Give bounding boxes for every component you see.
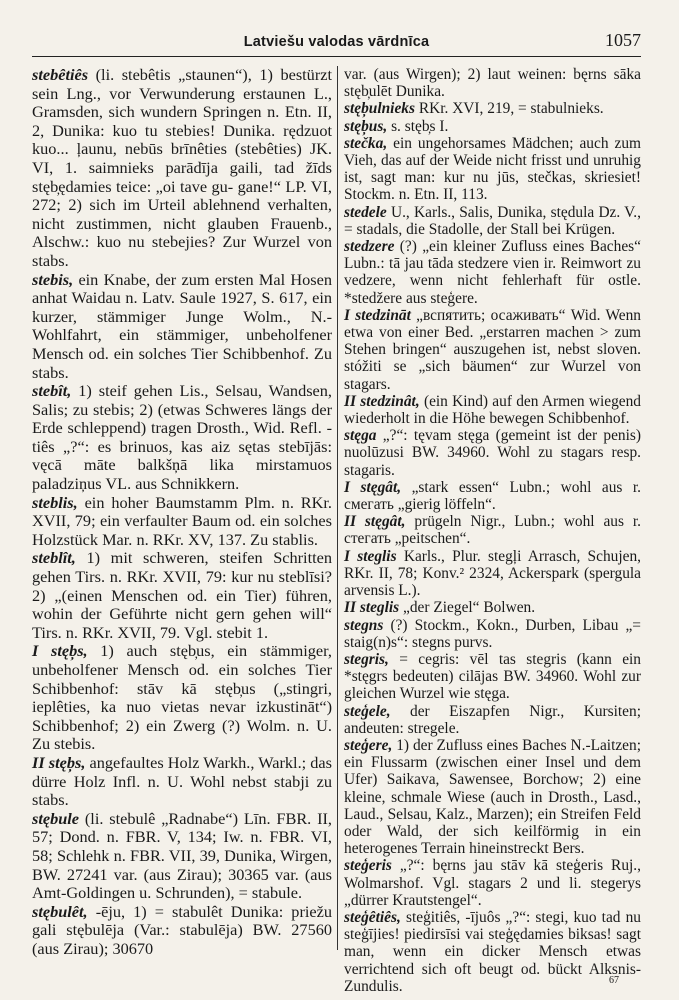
dictionary-entry — [344, 703, 641, 737]
dictionary-entry — [32, 642, 332, 754]
dictionary-entry — [344, 66, 641, 100]
entry-text: var. (aus Wirgen); 2) laut weinen: bęrns sāka stęb̦ulēt Dunika. — [344, 66, 641, 101]
entry-text: (?) Stockm., Kokn., Durben, Libau „= staig(n)s“: stegns purvs. — [344, 616, 641, 651]
signature-mark: 67 — [609, 975, 619, 986]
dictionary-entry — [344, 651, 641, 703]
dictionary-entry — [344, 204, 641, 238]
entry-headword: stęga — [344, 427, 377, 445]
page-number: 1057 — [605, 30, 641, 50]
entry-headword: steģere, — [344, 736, 393, 754]
entry-text: U., Karls., Salis, Dunika, stędula Dz. V., = stadals, die Stadolle, der Stall bei Krügen. — [344, 203, 642, 238]
entry-text: (li. stebêtis „staunen“), 1) bestürzt sein Lng., vor Verwunderung erstaunen L., Gramsden, sich wundern Springen n. Etn. II, 2, Dunika: kuo tu stebies! Dunika. rędzuot kuo... ļaunu, nebūs brīnêties (stebêties) JK. VI, 1. saimnieks parādīja gaili, tad žīds stęb̦ędamies teice: „oi tave gu- gane!“ LP. VI, 272; 2) sich im Urteil ablehnend verhalten, nicht zustimmen, nicht glauben Frauenb., Alschw.: kuo nu stebejies? Zur Wurzel von stabs. — [32, 65, 332, 270]
dictionary-entry — [32, 754, 332, 810]
entry-text: „?“: tęvam stęga (gemeint ist der penis) nuolūzusi BW. 34960. Wohl zu stagars resp. stagaris. — [344, 427, 641, 479]
entry-text: „?“: bęrns jau stāv kā steģeris Ruj., Wolmarshof. Vgl. stagars 2 und li. stegerys „dürrer Krautstengel“. — [344, 857, 641, 909]
dictionary-entry — [344, 617, 641, 651]
entry-text: = cegris: vēl tas stegris (kann ein *stęgrs bedeuten) cilājas BW. 34960. Wohl zur gleichen Wurzel wie stęga. — [344, 650, 641, 703]
entry-headword: stegns — [344, 616, 384, 634]
entry-text: ein ungehorsames Mädchen; auch zum Vieh, das auf der Weide nicht frisst und unruhig ist, sagt man: kur nu jūs, stečkas, skriesiet! Stockm. n. Etn. II, 113. — [344, 134, 641, 204]
entry-text: s. stęb̦s I. — [391, 117, 449, 135]
entry-headword: stębule — [32, 808, 80, 828]
entry-headword: II stedzinât, — [344, 392, 420, 410]
dictionary-columns — [32, 65, 642, 995]
entry-headword: stedzere — [344, 238, 395, 256]
entry-headword: steģeris — [344, 857, 392, 875]
entry-text: angefaultes Holz Warkh., Warkl.; das dürre Holz Infl. n. U. Wohl nebst stabji zu stabs. — [32, 752, 332, 810]
dictionary-entry — [344, 135, 641, 204]
dictionary-entry — [344, 599, 641, 616]
dictionary-entry — [344, 479, 641, 513]
entry-text: -ēju, 1) = stabulêt Dunika: priežu gali stębulēja (Var.: stabulēja) BW. 27560 (aus Zirau); 30670 — [32, 901, 332, 958]
dictionary-entry — [32, 549, 332, 642]
entry-headword: I stęb̦s, — [32, 641, 88, 661]
entry-headword: steblis, — [32, 492, 78, 512]
entry-text: „вспятить; осаживать“ Wid. Wenn etwa von einer Bed. „erstarren machen > zum Stehen bringen“ auszugehen ist, nebst sloven. stóžiti se „sich bäumen“ zur Wurzel von stagars. — [344, 306, 641, 393]
dictionary-entry — [344, 307, 641, 393]
entry-headword: steģele, — [344, 702, 391, 720]
entry-headword: stębulêt, — [32, 901, 88, 921]
entry-text: RKr. XVI, 219, = stabulnieks. — [418, 100, 604, 118]
dictionary-entry — [32, 271, 332, 383]
entry-headword: I steglis — [344, 547, 397, 565]
dictionary-entry — [344, 427, 641, 479]
entry-headword: II stęb̦s, — [32, 752, 86, 772]
entry-text: ein hoher Baumstamm Plm. n. RKr. XVII, 79; ein verfaulter Baum od. ein solches Holzstück Mar. n. RKr. XV, 137. Zu stablis. — [32, 492, 332, 549]
dictionary-entry — [344, 393, 641, 427]
entry-headword: steblît, — [32, 548, 76, 568]
entry-text: (li. stebulê „Radnabe“) Līn. FBR. II, 57; Dond. n. FBR. V, 134; Iw. n. FBR. VI, 58; Schlehk n. FBR. VII, 39, Dunika, Wirgen, BW. 27241 var. (aus Zirau); 30365 var. (aus Amt-Goldingen u. Schrunden), = stabule. — [32, 808, 332, 903]
entry-text: 1) der Zufluss eines Baches N.-Laitzen; ein Flussarm (zwischen einer Insel und dem Ufer) Saikava, Sawensee, Borchow; 2) eine kleine, schmale Wiese (auch in Drosth., Lasd., Laud., Selsau, Kalz., Marzen); ein Streifen Feld oder Wald, der sich keilförmig in ein heterogenes Terrain hineinstreckt Bers. — [344, 736, 641, 858]
entry-headword: stebît, — [32, 381, 72, 401]
entry-text: prügeln Nigr., Lubn.; wohl aus r. стегать „peitschen“. — [344, 513, 642, 548]
entry-headword: I stedzināt — [344, 306, 411, 324]
dictionary-entry — [344, 118, 641, 135]
dictionary-entry — [32, 66, 332, 271]
entry-text: (?) „ein kleiner Zufluss eines Baches“ Lubn.: tā jau tāda stedzere vien ir. Reimwort zu vedzere, wenn nicht fehlerhaft für ostle. *stedžere aus steģere. — [344, 238, 641, 307]
entry-headword: stedele — [344, 203, 387, 221]
entry-headword: stečka, — [344, 134, 388, 152]
entry-headword: stebis, — [32, 269, 74, 289]
entry-text: 1) mit schweren, steifen Schritten gehen Tirs. n. RKr. XVII, 79: kur nu steblīsi? 2) „(einen Menschen od. ein Tier) führen, wohin der Geführte nicht gern gehen will“ Tirs. n. RKr. XVII, 79. Vgl. stebit 1. — [32, 548, 332, 642]
entry-text: der Eiszapfen Nigr., Kursiten; andeuten: stregele. — [344, 702, 641, 737]
column-divider — [337, 66, 338, 950]
dictionary-entry — [344, 238, 641, 307]
entry-text: Karls., Plur. stegļi Arrasch, Schujen, RKr. II, 78; Konv.² 2324, Ackerspark (spergula arvensis L.). — [344, 547, 641, 600]
entry-text: „der Ziegel“ Bolwen. — [403, 599, 536, 617]
dictionary-entry — [344, 909, 641, 995]
dictionary-entry — [344, 100, 641, 117]
entry-headword: II stęgât, — [344, 513, 406, 531]
entry-headword: stebêtiês — [32, 65, 89, 84]
entry-headword: stęb̦ulnieks — [344, 100, 415, 118]
entry-text: (ein Kind) auf den Armen wiegend wiederholt in die Höhe bewegen Schibbenhof. — [344, 392, 641, 428]
entry-text: „stark essen“ Lubn.; wohl aus r. смегать „gierig löffeln“. — [344, 478, 641, 514]
dictionary-entry — [344, 513, 641, 547]
entry-headword: stęb̦us, — [344, 117, 388, 135]
entry-text: 1) steif gehen Lis., Selsau, Wandsen, Salis; zu stebis; 2) (etwas Schweres längs der Erde schleppend) tragen Drosth., Wid. Refl. -tiês „?“: es brinuos, kas aiz sętas stebījās: vęcā māte balkšņā lika mirstamuos paladziņus VL. aus Schnikkern. — [32, 381, 332, 494]
entry-headword: I stęgât, — [344, 478, 402, 496]
page-header — [32, 30, 641, 57]
left-column — [32, 66, 332, 970]
dictionary-entry — [32, 382, 332, 494]
dictionary-entry — [344, 857, 641, 909]
entry-text: ein Knabe, der zum ersten Mal Hosen anhat Waidau n. Latv. Saule 1927, S. 617, ein kurzer, stämmiger Junge Wolm., N.-Wohlfahrt, ein stämmiger, unbeholfener Mensch od. ein solches Tier Schibbenhof. Zu stabs. — [32, 269, 332, 382]
entry-text: steģitiês, -ījuôs „?“: stegi, kuo tad nu steģījies! piedirsīsi vai steģędamies biksas! sagt man, wenn ein dicker Mensch etwas verrichtend sich oft beugt od. bückt Alksnis-Zundulis. — [344, 908, 641, 995]
dictionary-entry — [32, 494, 332, 550]
dictionary-entry — [344, 548, 641, 600]
entry-headword: stegris, — [344, 650, 389, 668]
entry-headword: steģêtiês, — [344, 908, 401, 926]
entry-headword: II steglis — [344, 599, 400, 617]
running-title: Latviešu valodas vārdnīca — [243, 34, 430, 50]
dictionary-entry — [344, 737, 641, 857]
dictionary-entry — [32, 903, 332, 959]
dictionary-entry — [32, 810, 332, 903]
entry-text: 1) auch stęb̦us, ein stämmiger, unbeholfener Mensch od. ein solches Tier Schibbenhof: stāv kā stęb̦us („stingri, ieplêties, ka nuo vietas nevar izkustināt“) Schibbenhof; 2) ein Zwerg (?) Wolm. n. U. Zu stebis. — [32, 641, 332, 754]
